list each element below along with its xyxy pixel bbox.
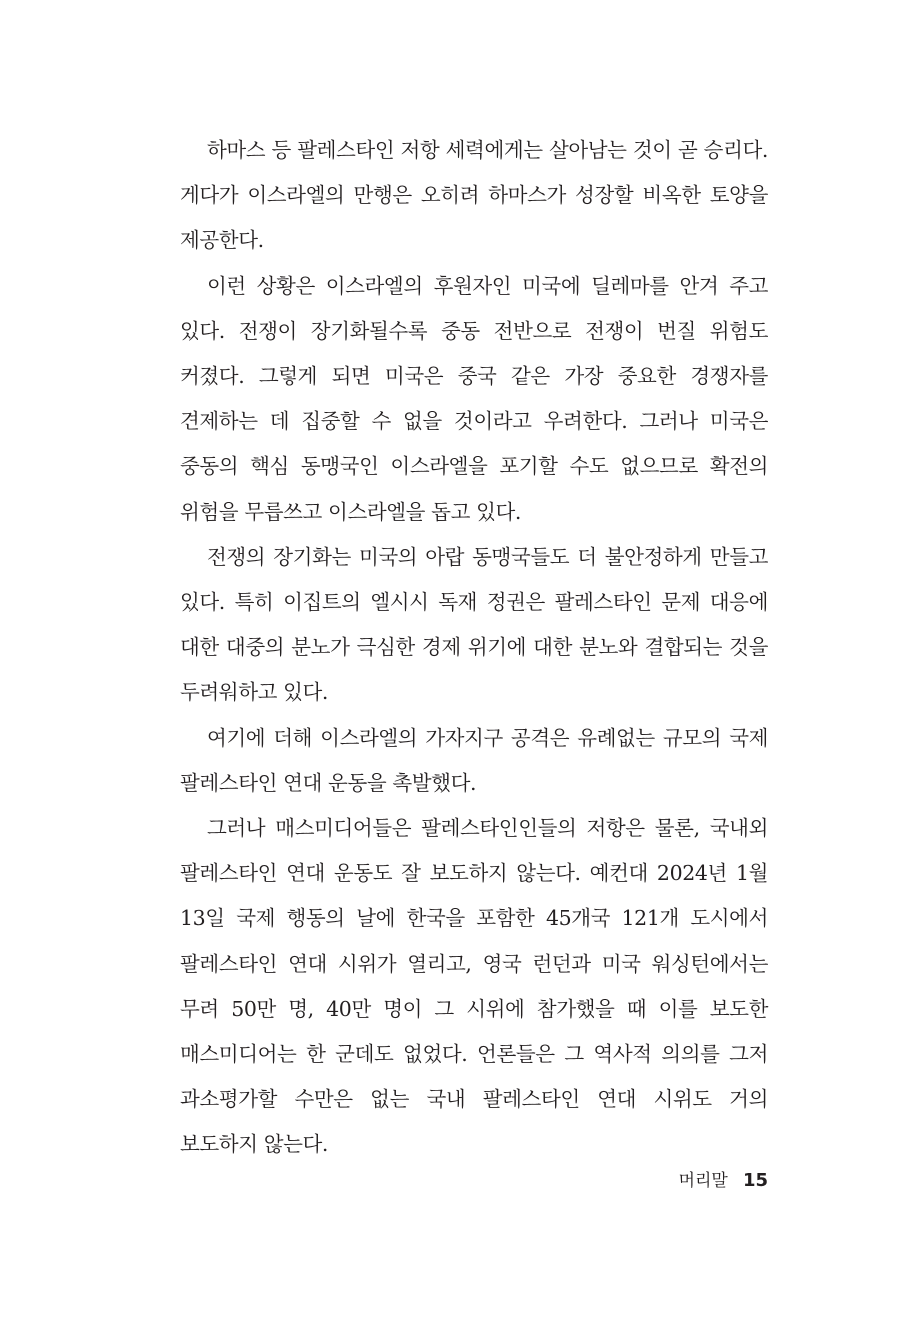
paragraph-4: 여기에 더해 이스라엘의 가자지구 공격은 유례없는 규모의 국제 팔레스타인 연대 운동을 촉발했다.: [180, 725, 768, 795]
paragraph-3: 전쟁의 장기화는 미국의 아랍 동맹국들도 더 불안정하게 만들고 있다. 특히 이집트의 엘시시 독재 정권은 팔레스타인 문제 대응에 대한 대중의 분노가 극심한 경제 위기에 대한 분노와 결합되는 것을 두려워하고 있다.: [180, 544, 768, 705]
paragraph-1: 하마스 등 팔레스타인 저항 세력에게는 살아남는 것이 곧 승리다. 게다가 이스라엘의 만행은 오히려 하마스가 성장할 비옥한 토양을 제공한다.: [180, 138, 768, 253]
paragraph-2: 이런 상황은 이스라엘의 후원자인 미국에 딜레마를 안겨 주고 있다. 전쟁이 장기화될수록 중동 전반으로 전쟁이 번질 위험도 커졌다. 그렇게 되면 미국은 중국 같은 가장 중요한 경쟁자를 견제하는 데 집중할 수 없을 것이라고 우려한다. 그러나 미국은 중동의 핵심 동맹국인 이스라엘을 포기할 수도 없으므로 확전의 위험을 무릅쓰고 이스라엘을 돕고 있다.: [180, 273, 768, 524]
body-text: [180, 128, 768, 1168]
running-footer-section: 머리말: [678, 1171, 728, 1191]
paragraph-5: 그러나 매스미디어들은 팔레스타인인들의 저항은 물론, 국내외 팔레스타인 연대 운동도 잘 보도하지 않는다. 예컨대 2024년 1월 13일 국제 행동의 날에 한국을 포함한 45개국 121개 도시에서 팔레스타인 연대 시위가 열리고, 영국 런던과 미국 워싱턴에서는 무려 50만 명, 40만 명이 그 시위에 참가했을 때 이를 보도한 매스미디어는 한 군데도 없었다. 언론들은 그 역사적 의의를 그저 과소평가할 수만은 없는 국내 팔레스타인 연대 시위도 거의 보도하지 않는다.: [180, 816, 768, 1157]
page-number: 15: [742, 1170, 768, 1191]
page-footer: [679, 1166, 768, 1191]
